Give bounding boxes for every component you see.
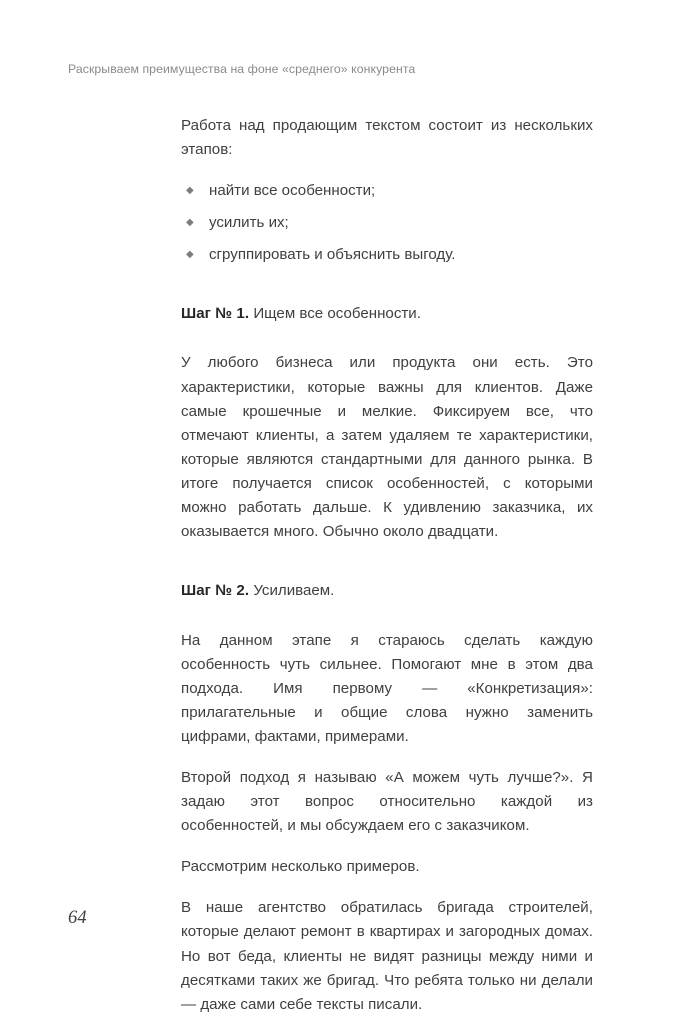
- text-column: [181, 114, 593, 1017]
- step-one-heading: [181, 302, 593, 326]
- spacer: [181, 749, 593, 766]
- diamond-bullet-icon: ◆: [186, 185, 194, 197]
- list-item: [181, 211, 593, 235]
- builders-story-paragraph: В наше агентство обратилась бригада строителей, которые делают ремонт в квартирах и загородных домах. Но вот беда, клиенты не видят разницы между ними и десятками таких же бригад. Что ребята только ни делали — даже сами себе тексты писали.: [181, 899, 593, 1013]
- intro-paragraph: Работа над продающим текстом состоит из нескольких этапов:: [181, 117, 593, 159]
- list-item-label: найти все особенности;: [209, 182, 376, 200]
- spacer: [181, 619, 593, 629]
- list-item: [181, 243, 593, 267]
- steps-bullet-list: [181, 179, 593, 267]
- spacer: [181, 267, 593, 287]
- step-two-text: Усиливаем.: [249, 582, 335, 600]
- step-one-body-paragraph: У любого бизнеса или продукта они есть. Это характеристики, которые важны для клиентов. Даже самые крошечные и мелкие. Фиксируем все, что отмечают клиенты, а затем удаляем те характеристики, которые являются стандартными для данного рынка. В итоге получается список особенностей, с которыми можно работать дальше. К удивлению заказчика, их оказывается много. Обычно около двадцати.: [181, 354, 593, 541]
- step-one-label: Шаг № 1.: [181, 305, 250, 323]
- page-number: 64: [68, 908, 87, 928]
- list-item-label: сгруппировать и объяснить выгоду.: [209, 246, 456, 264]
- step-two-label: Шаг № 2.: [181, 582, 250, 600]
- spacer: [181, 162, 593, 179]
- list-item-label: усилить их;: [209, 214, 289, 232]
- spacer: [181, 341, 593, 351]
- step-one-text: Ищем все особенности.: [249, 305, 421, 323]
- step-two-body-paragraph: На данном этапе я стараюсь сделать каждую особенность чуть сильнее. Помогают мне в этом два подхода. Имя первому — «Конкретизация»: прилагательные и общие слова нужно заменить цифрами, фактами, примерами.: [181, 631, 593, 745]
- second-approach-paragraph: Второй подход я называю «А можем чуть лучше?». Я задаю этот вопрос относительно каждой из особенностей, и мы обсуждаем его с заказчиком.: [181, 768, 593, 835]
- step-two-heading: [181, 579, 593, 603]
- examples-lead-paragraph: Рассмотрим несколько примеров.: [181, 858, 420, 876]
- list-item: [181, 179, 593, 203]
- spacer: [181, 879, 593, 896]
- spacer: [181, 838, 593, 855]
- running-header: Раскрываем преимущества на фоне «среднего» конкурента: [68, 62, 416, 76]
- diamond-bullet-icon: ◆: [186, 217, 194, 229]
- diamond-bullet-icon: ◆: [186, 249, 194, 261]
- spacer: [181, 544, 593, 564]
